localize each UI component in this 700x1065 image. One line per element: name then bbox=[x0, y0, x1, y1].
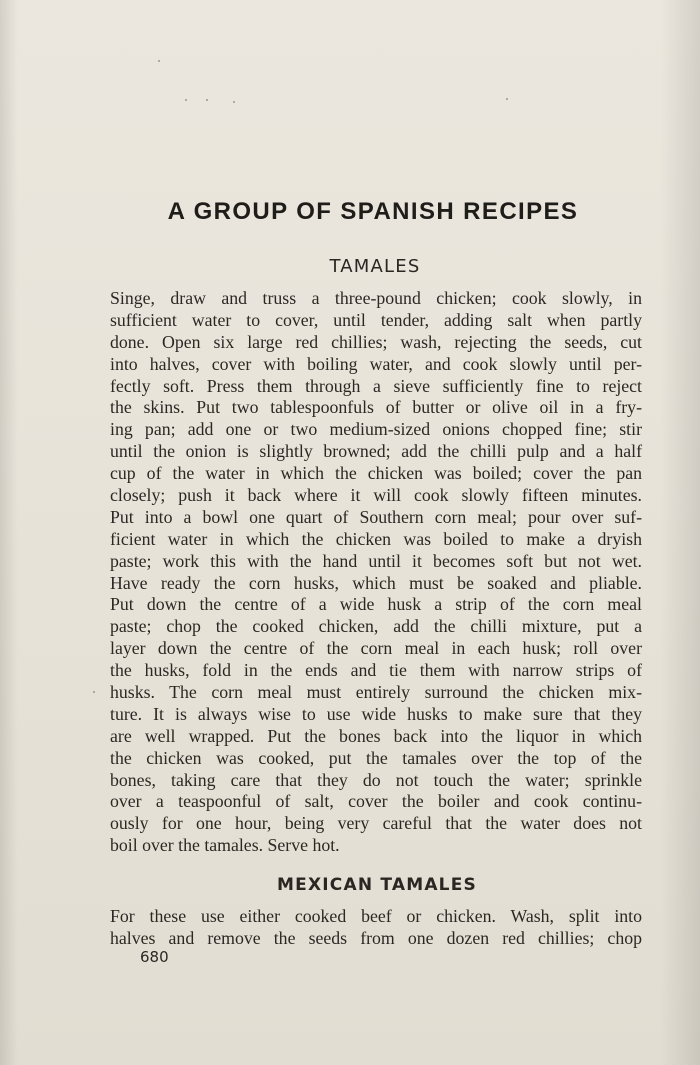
section-body-mexican-tamales bbox=[110, 906, 642, 950]
page-speck bbox=[506, 98, 508, 100]
text-line: ing pan; add one or two medium-sized onions chopped fine; stir bbox=[110, 419, 642, 440]
page-speck bbox=[158, 60, 160, 62]
page-speck bbox=[233, 101, 235, 103]
text-line: done. Open six large red chillies; wash, rejecting the seeds, cut bbox=[110, 331, 642, 352]
text-line: boil over the tamales. Serve hot. bbox=[110, 835, 340, 856]
text-line: are well wrapped. Put the bones back into the liquor in which bbox=[110, 725, 642, 746]
text-line: paste; work this with the hand until it becomes soft but not wet. bbox=[110, 550, 642, 571]
text-line: layer down the centre of the corn meal in each husk; roll over bbox=[110, 638, 642, 659]
text-line: the skins. Put two tablespoonfuls of butter or olive oil in a fry- bbox=[110, 397, 642, 418]
text-line: cup of the water in which the chicken was boiled; cover the pan bbox=[110, 463, 642, 484]
text-line: the husks, fold in the ends and tie them with narrow strips of bbox=[110, 660, 642, 681]
text-line: ture. It is always wise to use wide husks to make sure that they bbox=[110, 703, 642, 724]
text-line: bones, taking care that they do not touch the water; sprinkle bbox=[110, 769, 642, 790]
text-line: ficient water in which the chicken was boiled to make a dryish bbox=[110, 528, 642, 549]
section-body-tamales bbox=[110, 288, 642, 857]
text-line: sufficient water to cover, until tender, adding salt when partly bbox=[110, 309, 642, 330]
page-title: A GROUP OF SPANISH RECIPES bbox=[167, 198, 579, 225]
text-line: the chicken was cooked, put the tamales over the top of the bbox=[110, 747, 642, 768]
text-line: ously for one hour, being very careful that the water does not bbox=[110, 813, 642, 834]
page-speck bbox=[185, 99, 187, 101]
section-heading-tamales: TAMALES bbox=[329, 256, 421, 277]
page-speck bbox=[206, 99, 208, 101]
text-line: paste; chop the cooked chicken, add the chilli mixture, put a bbox=[110, 616, 642, 637]
text-line: closely; push it back where it will cook slowly fifteen minutes. bbox=[110, 485, 642, 506]
text-line: fectly soft. Press them through a sieve sufficiently fine to reject bbox=[110, 375, 642, 396]
text-line: Put down the centre of a wide husk a strip of the corn meal bbox=[110, 594, 642, 615]
text-line: Singe, draw and truss a three-pound chicken; cook slowly, in bbox=[110, 288, 642, 308]
page-speck bbox=[93, 691, 95, 693]
text-line: until the onion is slightly browned; add the chilli pulp and a half bbox=[110, 441, 642, 462]
text-line: halves and remove the seeds from one dozen red chillies; chop bbox=[110, 927, 642, 948]
text-line: over a teaspoonful of salt, cover the boiler and cook continu- bbox=[110, 791, 642, 812]
text-line: Have ready the corn husks, which must be soaked and pliable. bbox=[110, 572, 642, 593]
page-number: 680 bbox=[140, 948, 169, 966]
text-line: husks. The corn meal must entirely surround the chicken mix- bbox=[110, 682, 642, 703]
text-line: into halves, cover with boiling water, and cook slowly until per- bbox=[110, 353, 642, 374]
text-line: For these use either cooked beef or chicken. Wash, split into bbox=[110, 906, 642, 926]
section-heading-mexican-tamales: MEXICAN TAMALES bbox=[277, 875, 477, 895]
text-line: Put into a bowl one quart of Southern corn meal; pour over suf- bbox=[110, 506, 642, 527]
